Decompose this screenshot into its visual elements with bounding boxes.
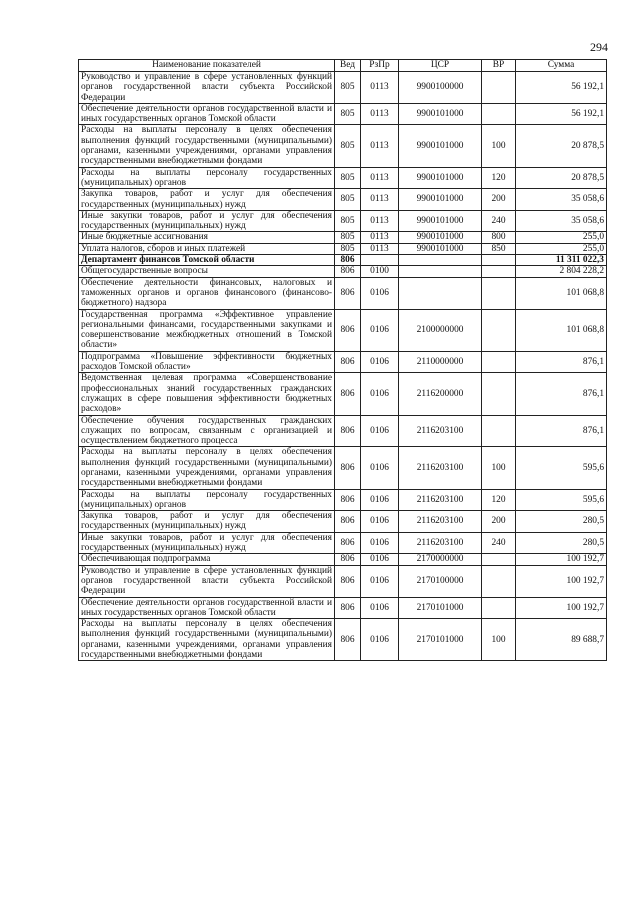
table-row (79, 255, 607, 266)
table-row (79, 125, 607, 167)
cell-name: Обеспечение деятельности органов государственной власти и иных государственных органов Томской области (79, 597, 335, 619)
cell-ved: 806 (335, 447, 361, 489)
cell-rzpr: 0106 (361, 532, 399, 554)
cell-vr: 240 (482, 532, 516, 554)
cell-csr: 2116200000 (399, 373, 482, 415)
cell-rzpr: 0106 (361, 309, 399, 351)
table-row (79, 554, 607, 565)
cell-ved: 805 (335, 243, 361, 254)
cell-csr: 9900101000 (399, 232, 482, 243)
header-name: Наименование показателей (79, 60, 335, 72)
cell-csr: 9900101000 (399, 243, 482, 254)
cell-sum: 100 192,7 (516, 597, 607, 619)
cell-csr: 9900101000 (399, 125, 482, 167)
cell-vr: 100 (482, 125, 516, 167)
table-row (79, 189, 607, 211)
cell-ved: 806 (335, 511, 361, 533)
cell-csr: 2170100000 (399, 565, 482, 597)
table-row (79, 309, 607, 351)
cell-sum: 20 878,5 (516, 167, 607, 189)
cell-csr (399, 266, 482, 277)
cell-ved: 805 (335, 167, 361, 189)
cell-name: Иные закупки товаров, работ и услуг для обеспечения государственных (муниципальных) нужд (79, 532, 335, 554)
cell-ved: 806 (335, 554, 361, 565)
cell-ved: 806 (335, 351, 361, 373)
cell-sum: 56 192,1 (516, 103, 607, 125)
cell-name: Руководство и управление в сфере установленных функций органов государственной власти субъекта Российской Федерации (79, 72, 335, 104)
cell-sum: 2 804 228,2 (516, 266, 607, 277)
cell-csr: 2170101000 (399, 619, 482, 661)
cell-vr: 120 (482, 167, 516, 189)
table-row (79, 532, 607, 554)
cell-sum: 595,6 (516, 447, 607, 489)
table-row (79, 266, 607, 277)
cell-name: Иные бюджетные ассигнования (79, 232, 335, 243)
cell-sum: 595,6 (516, 489, 607, 511)
cell-sum: 35 058,6 (516, 210, 607, 232)
cell-vr: 200 (482, 511, 516, 533)
cell-name: Обеспечение деятельности органов государственной власти и иных государственных органов Томской области (79, 103, 335, 125)
cell-rzpr: 0106 (361, 415, 399, 447)
table-row (79, 489, 607, 511)
cell-name: Департамент финансов Томской области (79, 255, 335, 266)
cell-name: Расходы на выплаты персоналу в целях обеспечения выполнения функций государственными (муниципальными) органами, казенными учреждениями, органами управления государственными внебюджетными фондами (79, 447, 335, 489)
cell-ved: 806 (335, 266, 361, 277)
table-header-row (79, 60, 607, 72)
table-row (79, 103, 607, 125)
cell-vr (482, 72, 516, 104)
cell-vr: 100 (482, 619, 516, 661)
cell-vr (482, 266, 516, 277)
table-row (79, 373, 607, 415)
cell-rzpr: 0106 (361, 597, 399, 619)
cell-vr (482, 373, 516, 415)
cell-ved: 805 (335, 189, 361, 211)
cell-sum: 101 068,8 (516, 277, 607, 309)
cell-name: Уплата налогов, сборов и иных платежей (79, 243, 335, 254)
table-row (79, 415, 607, 447)
table-row (79, 167, 607, 189)
budget-table (78, 59, 607, 661)
cell-vr (482, 597, 516, 619)
cell-rzpr: 0113 (361, 72, 399, 104)
cell-vr (482, 565, 516, 597)
cell-ved: 805 (335, 210, 361, 232)
cell-ved: 805 (335, 72, 361, 104)
cell-rzpr: 0113 (361, 103, 399, 125)
header-csr: ЦСР (399, 60, 482, 72)
cell-rzpr: 0106 (361, 511, 399, 533)
cell-name: Расходы на выплаты персоналу в целях обеспечения выполнения функций государственными (муниципальными) органами, казенными учреждениями, органами управления государственными внебюджетными фондами (79, 125, 335, 167)
cell-name: Обеспечение обучения государственных гражданских служащих по вопросам, связанным с организацией и осуществлением бюджетного процесса (79, 415, 335, 447)
cell-vr (482, 351, 516, 373)
cell-ved: 806 (335, 373, 361, 415)
cell-csr: 2116203100 (399, 532, 482, 554)
header-rzpr: РзПр (361, 60, 399, 72)
cell-name: Расходы на выплаты персоналу государственных (муниципальных) органов (79, 489, 335, 511)
cell-name: Ведомственная целевая программа «Совершенствование профессиональных знаний государственных гражданских служащих в сфере повышения эффективности бюджетных расходов» (79, 373, 335, 415)
cell-sum: 876,1 (516, 415, 607, 447)
cell-rzpr: 0106 (361, 351, 399, 373)
cell-ved: 806 (335, 255, 361, 266)
cell-sum: 255,0 (516, 243, 607, 254)
table-row (79, 232, 607, 243)
header-ved: Вед (335, 60, 361, 72)
header-sum: Сумма (516, 60, 607, 72)
cell-vr: 100 (482, 447, 516, 489)
cell-csr: 9900101000 (399, 210, 482, 232)
cell-csr (399, 255, 482, 266)
cell-ved: 806 (335, 489, 361, 511)
cell-csr: 9900101000 (399, 103, 482, 125)
cell-ved: 806 (335, 565, 361, 597)
cell-sum: 876,1 (516, 351, 607, 373)
cell-vr: 850 (482, 243, 516, 254)
cell-vr: 800 (482, 232, 516, 243)
cell-ved: 805 (335, 103, 361, 125)
cell-csr: 2170000000 (399, 554, 482, 565)
cell-sum: 280,5 (516, 511, 607, 533)
cell-ved: 806 (335, 415, 361, 447)
cell-ved: 806 (335, 619, 361, 661)
cell-sum: 100 192,7 (516, 565, 607, 597)
cell-vr: 120 (482, 489, 516, 511)
cell-name: Общегосударственные вопросы (79, 266, 335, 277)
cell-sum: 876,1 (516, 373, 607, 415)
cell-name: Закупка товаров, работ и услуг для обеспечения государственных (муниципальных) нужд (79, 511, 335, 533)
table-row (79, 565, 607, 597)
table-row (79, 210, 607, 232)
cell-rzpr: 0113 (361, 243, 399, 254)
cell-csr: 2116203100 (399, 415, 482, 447)
cell-ved: 806 (335, 597, 361, 619)
cell-csr: 2116203100 (399, 511, 482, 533)
table-row (79, 72, 607, 104)
cell-name: Расходы на выплаты персоналу в целях обеспечения выполнения функций государственными (муниципальными) органами, казенными учреждениями, органами управления государственными внебюджетными фондами (79, 619, 335, 661)
cell-vr (482, 103, 516, 125)
cell-rzpr: 0106 (361, 489, 399, 511)
cell-sum: 89 688,7 (516, 619, 607, 661)
table-row (79, 597, 607, 619)
table-row (79, 277, 607, 309)
cell-csr: 9900100000 (399, 72, 482, 104)
cell-sum: 11 311 022,3 (516, 255, 607, 266)
cell-name: Иные закупки товаров, работ и услуг для обеспечения государственных (муниципальных) нужд (79, 210, 335, 232)
cell-csr: 2110000000 (399, 351, 482, 373)
cell-sum: 101 068,8 (516, 309, 607, 351)
cell-ved: 805 (335, 232, 361, 243)
cell-name: Руководство и управление в сфере установленных функций органов государственной власти субъекта Российской Федерации (79, 565, 335, 597)
cell-name: Расходы на выплаты персоналу государственных (муниципальных) органов (79, 167, 335, 189)
cell-ved: 805 (335, 125, 361, 167)
cell-rzpr (361, 255, 399, 266)
cell-name: Обеспечивающая подпрограмма (79, 554, 335, 565)
page-number: 294 (590, 40, 608, 54)
cell-rzpr: 0113 (361, 232, 399, 243)
cell-sum: 20 878,5 (516, 125, 607, 167)
cell-vr (482, 554, 516, 565)
cell-name: Подпрограмма «Повышение эффективности бюджетных расходов Томской области» (79, 351, 335, 373)
cell-csr: 2116203100 (399, 489, 482, 511)
cell-rzpr: 0106 (361, 565, 399, 597)
cell-csr: 9900101000 (399, 189, 482, 211)
cell-ved: 806 (335, 309, 361, 351)
cell-vr: 200 (482, 189, 516, 211)
cell-vr: 240 (482, 210, 516, 232)
cell-vr (482, 255, 516, 266)
cell-csr: 2170101000 (399, 597, 482, 619)
cell-name: Закупка товаров, работ и услуг для обеспечения государственных (муниципальных) нужд (79, 189, 335, 211)
cell-sum: 280,5 (516, 532, 607, 554)
cell-vr (482, 309, 516, 351)
table-row (79, 511, 607, 533)
cell-ved: 806 (335, 532, 361, 554)
table-row (79, 243, 607, 254)
cell-vr (482, 415, 516, 447)
cell-csr (399, 277, 482, 309)
cell-rzpr: 0106 (361, 447, 399, 489)
cell-csr: 9900101000 (399, 167, 482, 189)
cell-rzpr: 0106 (361, 373, 399, 415)
cell-rzpr: 0113 (361, 125, 399, 167)
cell-sum: 255,0 (516, 232, 607, 243)
cell-name: Обеспечение деятельности финансовых, налоговых и таможенных органов и органов финансового (финансово-бюджетного) надзора (79, 277, 335, 309)
cell-csr: 2100000000 (399, 309, 482, 351)
table-body (79, 72, 607, 661)
cell-sum: 56 192,1 (516, 72, 607, 104)
header-vr: ВР (482, 60, 516, 72)
cell-rzpr: 0106 (361, 277, 399, 309)
cell-sum: 100 192,7 (516, 554, 607, 565)
table-row (79, 619, 607, 661)
cell-rzpr: 0106 (361, 554, 399, 565)
table-row (79, 447, 607, 489)
cell-rzpr: 0113 (361, 210, 399, 232)
cell-vr (482, 277, 516, 309)
cell-rzpr: 0113 (361, 189, 399, 211)
cell-rzpr: 0113 (361, 167, 399, 189)
cell-rzpr: 0100 (361, 266, 399, 277)
cell-rzpr: 0106 (361, 619, 399, 661)
cell-ved: 806 (335, 277, 361, 309)
cell-name: Государственная программа «Эффективное управление региональными финансами, государственными закупками и совершенствование межбюджетных отношений в Томской области» (79, 309, 335, 351)
table-row (79, 351, 607, 373)
cell-sum: 35 058,6 (516, 189, 607, 211)
cell-csr: 2116203100 (399, 447, 482, 489)
